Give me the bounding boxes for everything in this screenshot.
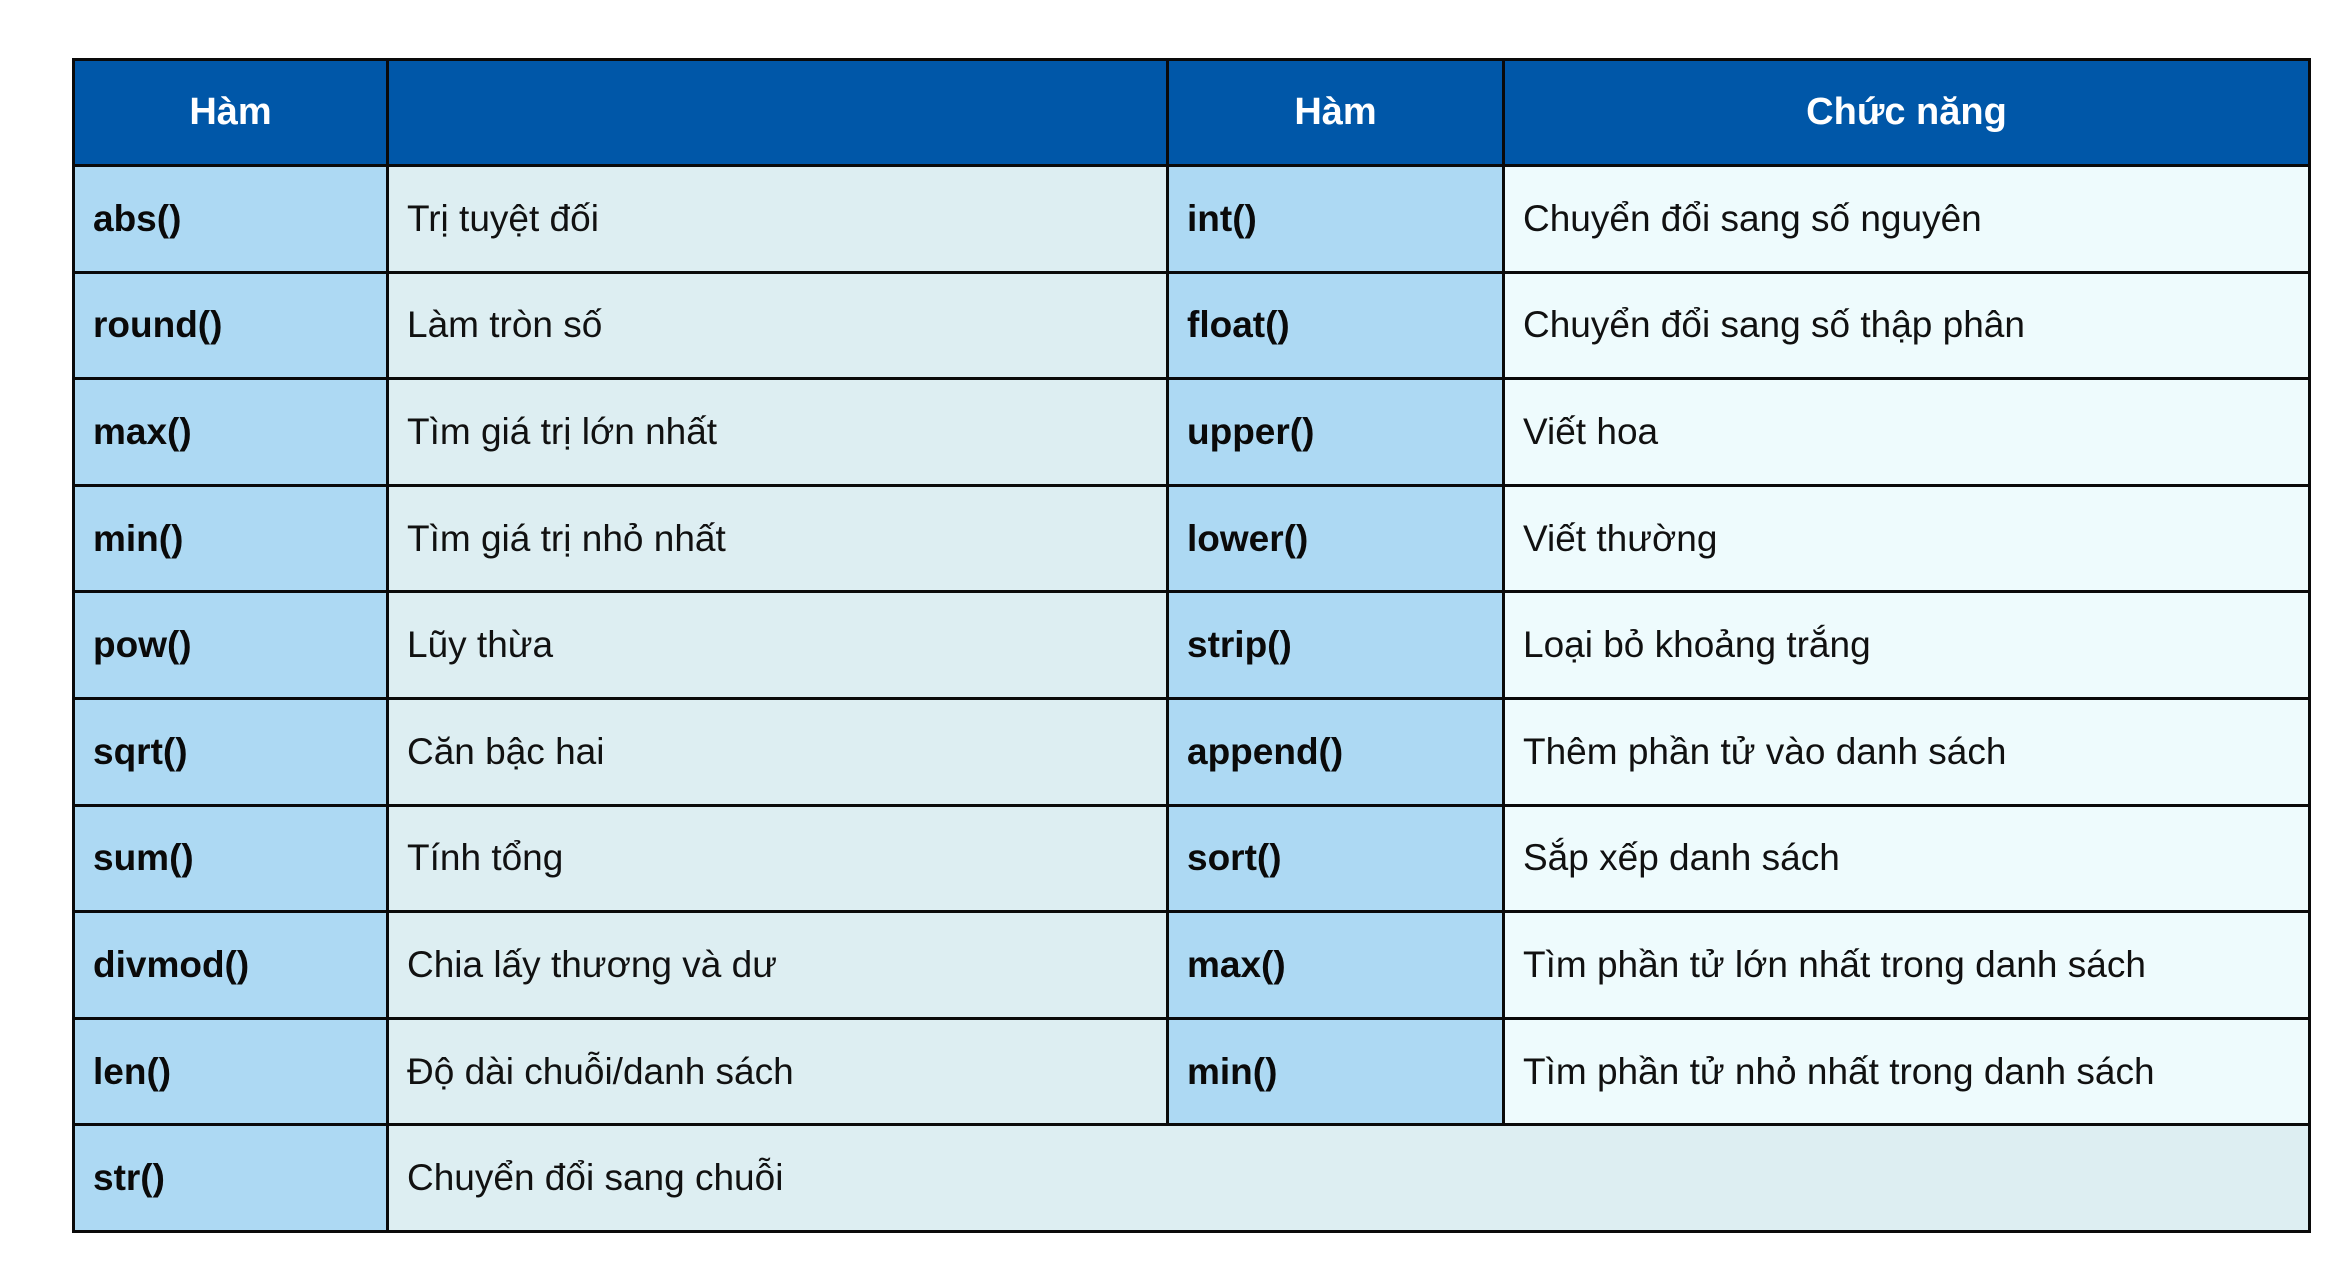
description-cell: Tìm giá trị lớn nhất [388,379,1168,486]
function-cell: max() [1168,912,1504,1019]
table-row [74,379,1168,486]
description-cell: Viết hoa [1504,379,2310,486]
right-function-table [1166,58,2311,1126]
function-cell: sqrt() [74,698,388,805]
description-cell: Tìm giá trị nhỏ nhất [388,485,1168,592]
table-row [74,272,1168,379]
description-cell: Viết thường [1504,485,2310,592]
header-function: Hàm [74,60,388,166]
description-cell: Chia lấy thương và dư [388,912,1168,1019]
table-row [74,1125,2310,1232]
function-cell: divmod() [74,912,388,1019]
table-row [1168,805,2310,912]
function-cell: sum() [74,805,388,912]
description-cell: Sắp xếp danh sách [1504,805,2310,912]
table-row [74,1018,1168,1125]
description-cell: Độ dài chuỗi/danh sách [388,1018,1168,1125]
function-cell: abs() [74,166,388,273]
table-row [1168,485,2310,592]
table-row [74,485,1168,592]
table-row [74,805,1168,912]
description-cell: Tìm phần tử nhỏ nhất trong danh sách [1504,1018,2310,1125]
function-cell: pow() [74,592,388,699]
description-cell: Tính tổng [388,805,1168,912]
description-cell: Lũy thừa [388,592,1168,699]
table-row [1168,592,2310,699]
table-row [74,166,1168,273]
function-cell: sort() [1168,805,1504,912]
table-row [1168,912,2310,1019]
header-function: Hàm [1168,60,1504,166]
description-cell: Thêm phần tử vào danh sách [1504,698,2310,805]
table-row [1168,166,2310,273]
header-description: Chức năng [1504,60,2310,166]
function-cell: str() [74,1125,388,1232]
function-cell: min() [74,485,388,592]
table-row [74,592,1168,699]
description-cell: Chuyển đổi sang chuỗi [388,1125,2310,1232]
function-cell: max() [74,379,388,486]
table-row [74,698,1168,805]
header-description-empty [388,60,1168,166]
function-cell: round() [74,272,388,379]
header-row [74,60,1168,166]
python-functions-table [72,58,2308,1230]
description-cell: Trị tuyệt đối [388,166,1168,273]
bottom-full-width-row [72,1123,2311,1233]
description-cell: Chuyển đổi sang số thập phân [1504,272,2310,379]
table-row [1168,698,2310,805]
function-cell: append() [1168,698,1504,805]
description-cell: Loại bỏ khoảng trắng [1504,592,2310,699]
table-row [74,912,1168,1019]
table-row [1168,1018,2310,1125]
description-cell: Làm tròn số [388,272,1168,379]
table-row [1168,379,2310,486]
function-cell: float() [1168,272,1504,379]
function-cell: len() [74,1018,388,1125]
function-cell: lower() [1168,485,1504,592]
function-cell: upper() [1168,379,1504,486]
function-cell: min() [1168,1018,1504,1125]
description-cell: Chuyển đổi sang số nguyên [1504,166,2310,273]
left-function-table [72,58,1169,1126]
function-cell: strip() [1168,592,1504,699]
table-row [1168,272,2310,379]
description-cell: Căn bậc hai [388,698,1168,805]
function-cell: int() [1168,166,1504,273]
description-cell: Tìm phần tử lớn nhất trong danh sách [1504,912,2310,1019]
header-row [1168,60,2310,166]
